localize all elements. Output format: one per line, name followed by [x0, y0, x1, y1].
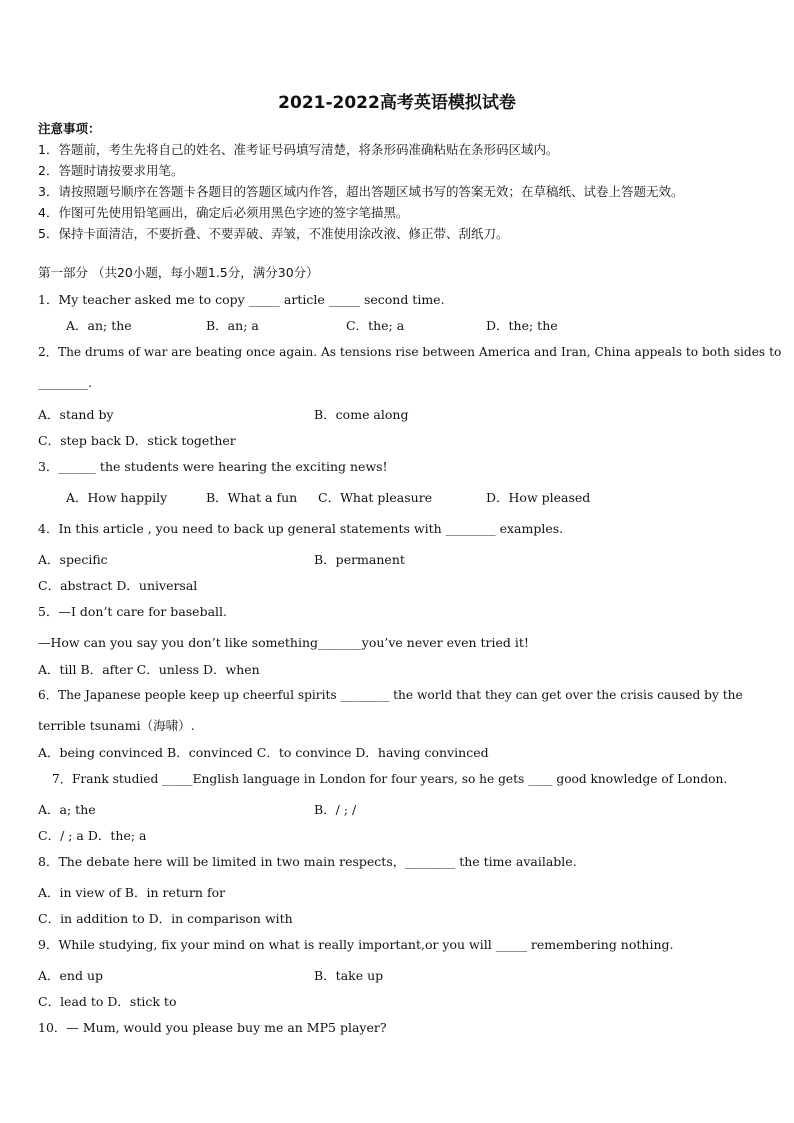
- options-line: A．being convinced B．convinced C．to convince D．having convinced: [38, 745, 489, 760]
- notice-heading: 注意事项：: [38, 121, 101, 136]
- notice-item: 3．请按照题号顺序在答题卡各题目的答题区域内作答，超出答题区域书写的答案无效；在草稿纸、试卷上答题无效。: [38, 184, 684, 199]
- notice-item: 4．作图可先使用铅笔画出，确定后必须用黑色字迹的签字笔描黑。: [38, 205, 409, 220]
- options-line: C．in addition to D．in comparison with: [38, 911, 293, 926]
- option-b: B．/ ; /: [314, 802, 357, 817]
- notice-item: 5．保持卡面清洁，不要折叠、不要弄破、弄皱，不准使用涂改液、修正带、刮纸刀。: [38, 226, 509, 241]
- question-stem: 4．In this article , you need to back up general statements with ________ examples.: [38, 521, 564, 536]
- option-c: C．What pleasure: [318, 490, 433, 505]
- question-stem: 7．Frank studied _____English language in London for four years, so he gets ____ good knowledge of London.: [52, 772, 728, 786]
- question-stem: 6．The Japanese people keep up cheerful spirits ________ the world that they can get over the crisis caused by the: [38, 688, 743, 702]
- option-a: A．end up: [38, 968, 104, 983]
- option-cd: C．abstract D．universal: [38, 578, 198, 593]
- section-heading: 第一部分 （共20小题，每小题1.5分，满分30分）: [38, 265, 319, 280]
- option-a: A．an; the: [66, 318, 132, 333]
- option-b: B．permanent: [314, 552, 405, 567]
- option-a: A．a; the: [38, 802, 96, 817]
- option-c: C．the; a: [346, 318, 405, 333]
- question-stem: 5．—I don’t care for baseball.: [38, 604, 228, 619]
- question-stem: 9．While studying, fix your mind on what is really important,or you will _____ remembering nothing.: [38, 937, 674, 952]
- question-stem: 2．The drums of war are beating once again. As tensions rise between America and Iran, China appeals to both sides to: [38, 345, 782, 359]
- question-stem: 10．— Mum, would you please buy me an MP5 player?: [38, 1020, 387, 1035]
- option-b: B．come along: [314, 407, 409, 422]
- option-b: B．an; a: [206, 318, 259, 333]
- question-stem: 3．______ the students were hearing the exciting news!: [38, 459, 388, 474]
- option-d: D．the; the: [486, 318, 558, 333]
- option-a: A．specific: [38, 552, 108, 567]
- option-a: A．stand by: [38, 407, 114, 422]
- option-d: D．How pleased: [486, 490, 591, 505]
- notice-item: 2．答题时请按要求用笔。: [38, 163, 184, 178]
- option-a: A．How happily: [66, 490, 168, 505]
- option-cd: C．/ ; a D．the; a: [38, 828, 147, 843]
- option-b: B．take up: [314, 968, 384, 983]
- option-cd: C．lead to D．stick to: [38, 994, 177, 1009]
- options-line: A．in view of B．in return for: [38, 885, 226, 900]
- option-b: B．What a fun: [206, 490, 298, 505]
- options-line: A．till B．after C．unless D．when: [38, 662, 260, 677]
- option-cd: C．step back D．stick together: [38, 433, 236, 448]
- question-stem-cont: terrible tsunami（海啸）.: [38, 718, 195, 733]
- question-stem: 8．The debate here will be limited in two main respects，________ the time available.: [38, 854, 577, 869]
- question-stem-cont: ________.: [38, 375, 92, 390]
- question-stem: 1．My teacher asked me to copy _____ article _____ second time.: [38, 292, 445, 307]
- notice-item: 1．答题前，考生先将自己的姓名、准考证号码填写清楚，将条形码准确粘贴在条形码区域内。: [38, 142, 559, 157]
- page-title: 2021-2022高考英语模拟试卷: [278, 93, 516, 113]
- question-stem-cont: —How can you say you don’t like something_______you’ve never even tried it!: [38, 635, 529, 650]
